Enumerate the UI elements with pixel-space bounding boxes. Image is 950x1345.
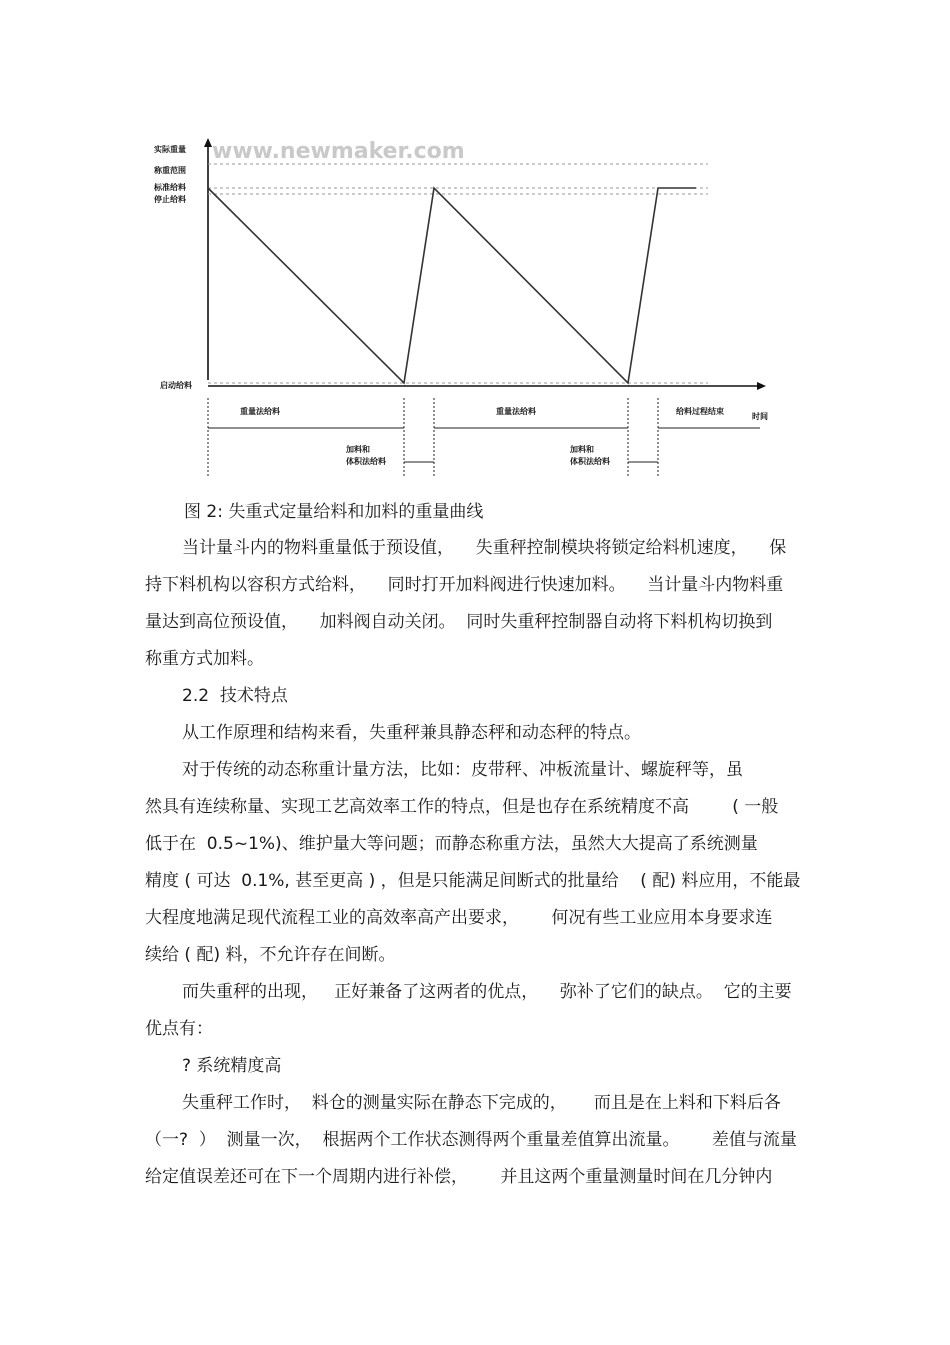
level-label-start-feed: 启动给料 <box>160 381 192 390</box>
text-line: 2.2 技术特点 <box>182 686 288 706</box>
text-line: 对于传统的动态称重计量方法，比如：皮带秤、冲板流量计、螺旋秤等，虽 <box>182 760 743 780</box>
watermark: www.newmaker.com <box>212 139 465 164</box>
level-label-stop-feed: 停止给料 <box>154 195 186 204</box>
paragraph-refill-process <box>145 530 805 678</box>
refill-label-2-line2: 体积法给料 <box>570 457 610 466</box>
phase-label-gravimetric-2: 重量法给料 <box>496 407 536 416</box>
paragraph-accuracy <box>145 1085 805 1196</box>
refill-label-1-line1: 加料和 <box>346 445 370 454</box>
y-axis-arrow <box>204 138 212 147</box>
text-line: ? 系统精度高 <box>182 1056 282 1076</box>
paragraph-principle <box>145 715 805 752</box>
section-heading <box>145 678 805 715</box>
paragraph-advantages <box>145 974 805 1048</box>
level-label-standard-feed: 标准给料 <box>154 183 186 192</box>
text-line: 精度 ( 可达 0.1%, 甚至更高 ) ，但是只能满足间断式的批量给 ( 配) 料应用，不能最 <box>145 871 801 891</box>
text-line: 称重方式加料。 <box>145 649 264 669</box>
weight-curve-figure <box>140 130 790 490</box>
refill-label-2-line1: 加料和 <box>570 445 594 454</box>
y-axis-label: 实际重量 <box>154 145 186 154</box>
paragraph-traditional-methods <box>145 752 805 974</box>
text-line: 持下料机构以容积方式给料， 同时打开加料阀进行快速加料。 当计量斗内物料重 <box>145 575 784 595</box>
x-axis-arrow <box>757 382 766 390</box>
text-line: 而失重秤的出现， 正好兼备了这两者的优点， 弥补了它们的缺点。 它的主要 <box>182 982 792 1002</box>
text-line: 当计量斗内的物料重量低于预设值， 失重秤控制模块将锁定给料机速度， 保 <box>182 538 787 558</box>
weight-curve-svg <box>140 130 790 490</box>
text-line: （一? ） 测量一次， 根据两个工作状态测得两个重量差值算出流量。 差值与流量 <box>145 1130 797 1150</box>
text-line: 优点有： <box>145 1019 213 1039</box>
text-line: 量达到高位预设值， 加料阀自动关闭。 同时失重秤控制器自动将下料机构切换到 <box>145 612 773 632</box>
refill-label-1-line2: 体积法给料 <box>346 457 386 466</box>
text-line: 然具有连续称量、实现工艺高效率工作的特点，但是也存在系统精度不高 ( 一般 <box>145 797 779 817</box>
text-line: 续给 ( 配) 料，不允许存在间断。 <box>145 945 396 965</box>
phase-label-end: 给料过程结束 <box>676 407 724 416</box>
weight-curve <box>208 188 696 383</box>
figure-caption: 图 2: 失重式定量给料和加料的重量曲线 <box>184 502 484 522</box>
text-line: 大程度地满足现代流程工业的高效率高产出要求， 何况有些工业应用本身要求连 <box>145 908 773 928</box>
phase-label-gravimetric-1: 重量法给料 <box>240 407 280 416</box>
x-axis-label: 时间 <box>752 412 768 421</box>
level-label-weighing-range: 称重范围 <box>154 166 186 175</box>
text-line: 失重秤工作时， 料仓的测量实际在静态下完成的， 而且是在上料和下料后各 <box>182 1093 781 1113</box>
bullet-heading <box>145 1048 805 1085</box>
text-line: 从工作原理和结构来看，失重秤兼具静态秤和动态秤的特点。 <box>182 723 641 743</box>
text-line: 低于在 0.5~1%)、维护量大等问题；而静态称重方法，虽然大大提高了系统测量 <box>145 834 758 854</box>
text-line: 给定值误差还可在下一个周期内进行补偿， 并且这两个重量测量时间在几分钟内 <box>145 1167 773 1187</box>
